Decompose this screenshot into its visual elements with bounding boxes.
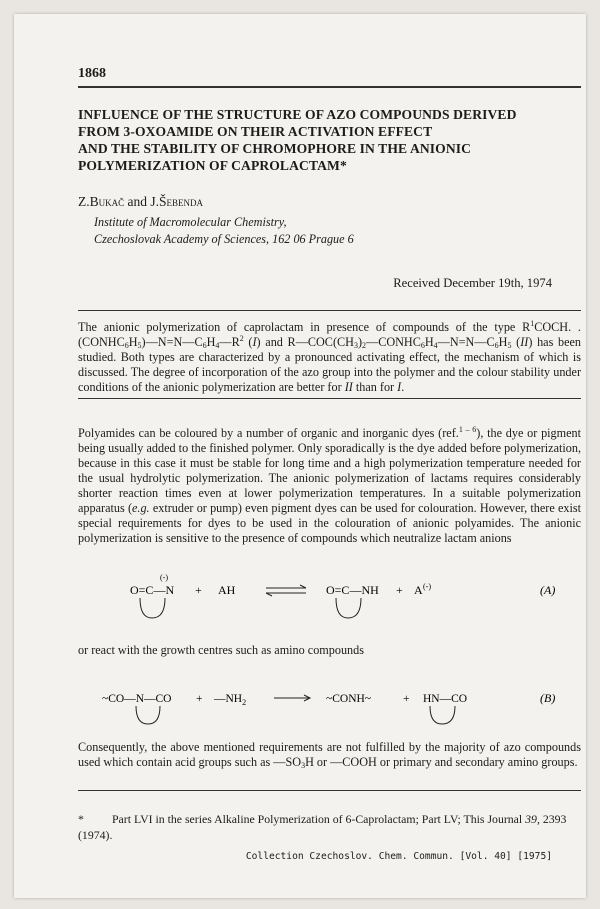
article-title: [78, 106, 578, 174]
abstract: The anionic polymerization of caprolactam in presence of compounds of the type $R^1COCH$. $.(CONHC_6H_5)—N=N—C_6H_4—R^2$ (I) and $R—COC(CH_3)_2—CONHC_6H_4—N=N—C_6H_5$ (II) has been studied. Both types are characterized by a pronounced activating effect, the mechanism of which is discussed. The degree of incorporation of the azo group into the polymer and the colour stability under conditions of the anionic polymerization are better for II than for I.: [78, 319, 582, 394]
eq-a-plus: +: [195, 583, 202, 597]
affiliation-line: Institute of Macromolecular Chemistry,: [94, 215, 287, 229]
equation-b: [78, 682, 583, 732]
eq-a-ring2: [336, 598, 361, 618]
journal-citation: Collection Czechoslov. Chem. Commun. [Vol. 40] [1975]: [245, 851, 552, 862]
author-name: Bukač: [89, 194, 125, 209]
header-rule: [78, 86, 581, 88]
title-line: POLYMERIZATION OF CAPROLACTAM*: [78, 158, 347, 173]
title-line: INFLUENCE OF THE STRUCTURE OF AZO COMPOUNDS DERIVED: [78, 107, 517, 122]
eq-b-ring: [136, 706, 160, 724]
footnote-mark: *: [78, 812, 84, 826]
paragraph: or react with the growth centres such as amino compounds: [78, 643, 364, 657]
paper-page: [14, 14, 586, 898]
eq-a-lactam: O=C—NH: [326, 583, 379, 597]
affiliation: [94, 214, 354, 248]
eq-a-label: (A): [540, 583, 556, 597]
abstract-top-rule: [78, 310, 581, 311]
eq-a-anion-charge: (-): [423, 582, 431, 591]
eq-a-plus2: +: [396, 583, 403, 597]
title-line: FROM 3-OXOAMIDE ON THEIR ACTIVATION EFFECT: [78, 124, 433, 139]
eq-b-ring2: [430, 706, 455, 724]
authors-and: and: [124, 194, 151, 209]
eq-a-anion: A: [414, 583, 423, 597]
eq-a-charge: (-): [160, 573, 168, 582]
abstract-bottom-rule: [78, 398, 581, 399]
eq-b-lactam: HN—CO: [423, 693, 468, 705]
paragraph-2: [78, 643, 581, 658]
eq-b-label: (B): [540, 691, 556, 705]
footnote: * Part LVI in the series Alkaline Polymerization of 6-Caprolactam; Part LV; This Journal 39, 2393 (1974).: [78, 812, 567, 842]
eq-b-plus: +: [196, 693, 203, 705]
eq-a-lactam-anion: O=C—N: [130, 583, 175, 597]
received-date: Received December 19th, 1974: [393, 276, 552, 290]
eq-a-ring: [140, 598, 165, 618]
eq-b-amine: $—NH_2$: [214, 693, 247, 707]
page-number: 1868: [78, 66, 106, 81]
equation-a: [78, 566, 583, 628]
authors: [78, 194, 203, 210]
eq-b-amide: ~CONH~: [326, 693, 372, 705]
paragraph: Polyamides can be coloured by a number of organic and inorganic dyes (ref.$^{1 - 6}$), the dye or pigment being usually added to the finished polymer. Only sporadically is the dye added before polymerization, because in this case it must be stable for long time and a high polymerization temperature needed for the usual hydrolytic polymerization. The anionic polymerization of lactams requires considerably shorter reaction times even at lower polymerization temperatures. In a suitable polymerization apparatus (e.g. extruder or pump) even pigment dyes can be used for colouration. However, there exist special requirements for dyes to be used in the colouration of anionic polyamides. The anionic polymerization is sensitive to the presence of compounds which neutralize lactam anions: [78, 425, 582, 545]
footnote-rule: [78, 790, 581, 791]
body-text: [78, 426, 581, 546]
eq-a-acid: AH: [218, 583, 236, 597]
eq-b-plus2: +: [403, 693, 410, 705]
eq-b-acyl-lactam: ~CO—N—CO: [102, 693, 172, 705]
title-line: AND THE STABILITY OF CHROMOPHORE IN THE ANIONIC: [78, 141, 472, 156]
author-initial: J.: [150, 194, 160, 209]
paragraph: Consequently, the above mentioned requirements are not fulfilled by the majority of azo compounds used which contain acid groups such as $—SO_3H$ or —COOH or primary and secondary amino groups.: [78, 740, 581, 770]
affiliation-line: Czechoslovak Academy of Sciences, 162 06 Prague 6: [94, 232, 354, 246]
author-initial: Z.: [78, 194, 90, 209]
paragraph-3: [78, 740, 581, 770]
author-name: Šebenda: [159, 194, 204, 209]
